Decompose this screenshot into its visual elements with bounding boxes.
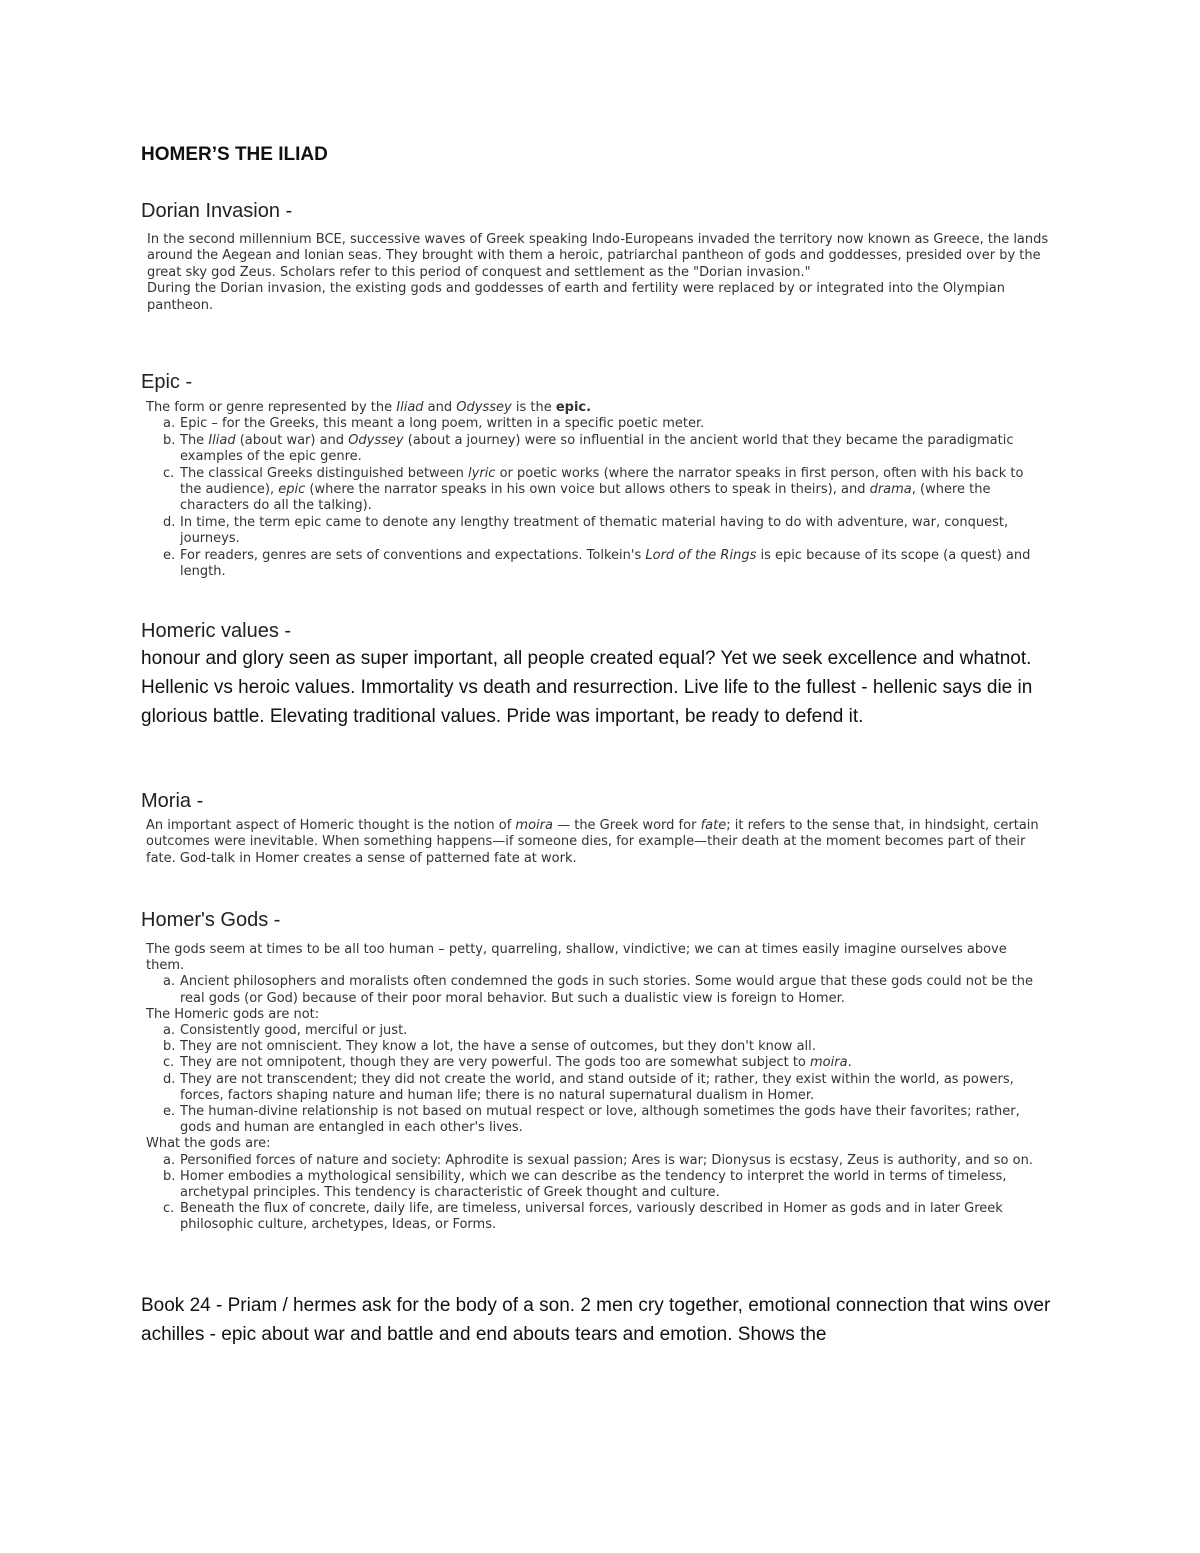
book24-body: Book 24 - Priam / hermes ask for the body of a son. 2 men cry together, emotional connection that wins over achilles - epic about war and battle and end abouts tears and emotion. Shows the xyxy=(141,1295,1051,1345)
gods-are-list xyxy=(146,1153,1048,1234)
moria-excerpt xyxy=(146,818,1058,867)
gods-not-list xyxy=(146,1023,1048,1136)
list-item: c. They are not omnipotent, though they are very powerful. The gods too are somewhat subject to moira. xyxy=(163,1055,852,1071)
gods-are-heading: What the gods are: xyxy=(146,1136,271,1152)
page-title: HOMER’S THE ILIAD xyxy=(141,144,328,165)
epic-excerpt xyxy=(146,400,1046,580)
list-item: c. The classical Greeks distinguished between lyric or poetic works (where the narrator speaks in first person, often with his back to the audience), epic (where the narrator speaks in his own voice but allows others to speak in theirs), and drama, (where the characters do all the talking). xyxy=(163,465,1024,514)
moria-heading: Moria - xyxy=(141,790,204,812)
list-item: e. The human-divine relationship is not based on mutual respect or love, although sometimes the gods have their favorites; rather, gods and human are entangled in each other's lives. xyxy=(163,1104,1020,1136)
dorian-paragraph-2: During the Dorian invasion, the existing gods and goddesses of earth and fertility were replaced by or integrated into the Olympian pantheon. xyxy=(147,281,1005,313)
list-item: d. In time, the term epic came to denote any lengthy treatment of thematic material having to do with adventure, war, conquest, journeys. xyxy=(163,514,1009,547)
dorian-excerpt xyxy=(147,232,1059,314)
list-item: b. The Iliad (about war) and Odyssey (about a journey) were so influential in the ancient world that they became the paradigmatic examples of the epic genre. xyxy=(163,432,1014,465)
epic-intro: The form or genre represented by the Iliad and Odyssey is the epic. xyxy=(146,400,592,415)
list-item: e. For readers, genres are sets of conventions and expectations. Tolkein's Lord of the Rings is epic because of its scope (a quest) and length. xyxy=(163,547,1031,580)
list-item: a. Consistently good, merciful or just. xyxy=(163,1023,408,1039)
list-item: b. Homer embodies a mythological sensibility, which we can describe as the tendency to interpret the world in terms of timeless, archetypal principles. This tendency is characteristic of Greek thought and culture. xyxy=(163,1168,1007,1201)
list-item: d. They are not transcendent; they did not create the world, and stand outside of it; rather, they exist within the world, as powers, forces, factors shaping nature and human life; there is no natural supernatural dualism in Homer. xyxy=(163,1071,1014,1103)
gods-not-heading: The Homeric gods are not: xyxy=(146,1006,320,1022)
homeric-values-heading: Homeric values - xyxy=(141,620,292,642)
list-item: c. Beneath the flux of concrete, daily life, are timeless, universal forces, variously described in Homer as gods and in later Greek philosophic culture, archetypes, Ideas, or Forms. xyxy=(163,1201,1003,1233)
list-item: a. Ancient philosophers and moralists often condemned the gods in such stories. Some would argue that these gods could not be the real gods (or God) because of their poor moral behavior. But such a dualistic view is foreign to Homer. xyxy=(163,974,1033,1006)
moria-paragraph: An important aspect of Homeric thought is the notion of moira — the Greek word for fate; it refers to the sense that, in hindsight, certain outcomes were inevitable. When something happens—if someone dies, for example—their death at the moment becomes part of their fate. God-talk in Homer creates a sense of patterned fate at work. xyxy=(146,818,1039,866)
gods-intro: The gods seem at times to be all too human – petty, quarreling, shallow, vindictive; we can at times easily imagine ourselves above them. xyxy=(146,942,1007,974)
gods-excerpt xyxy=(146,942,1048,1234)
dorian-paragraph-1: In the second millennium BCE, successive waves of Greek speaking Indo-Europeans invaded the territory now known as Greece, the lands around the Aegean and Ionian seas. They brought with them a heroic, patriarchal pantheon of gods and goddesses, presided over by the great sky god Zeus. Scholars refer to this period of conquest and settlement as the "Dorian invasion." xyxy=(147,232,1049,280)
gods-list-1 xyxy=(146,974,1048,1006)
epic-list xyxy=(146,416,1046,580)
homeric-values-body: honour and glory seen as super important, all people created equal? Yet we seek excellence and whatnot. Hellenic vs heroic values. Immortality vs death and resurrection. Live life to the fullest - hellenic says die in glorious battle. Elevating traditional values. Pride was important, be ready to defend it. xyxy=(141,648,1033,727)
list-item: a. Epic – for the Greeks, this meant a long poem, written in a specific poetic meter. xyxy=(163,416,705,432)
dorian-heading: Dorian Invasion - xyxy=(141,200,293,222)
list-item: a. Personified forces of nature and society: Aphrodite is sexual passion; Ares is war; Dionysus is ecstasy, Zeus is authority, and so on. xyxy=(163,1152,1033,1168)
list-item: b. They are not omniscient. They know a lot, the have a sense of outcomes, but they don't know all. xyxy=(163,1039,816,1055)
epic-heading: Epic - xyxy=(141,371,193,393)
gods-heading: Homer's Gods - xyxy=(141,909,281,931)
